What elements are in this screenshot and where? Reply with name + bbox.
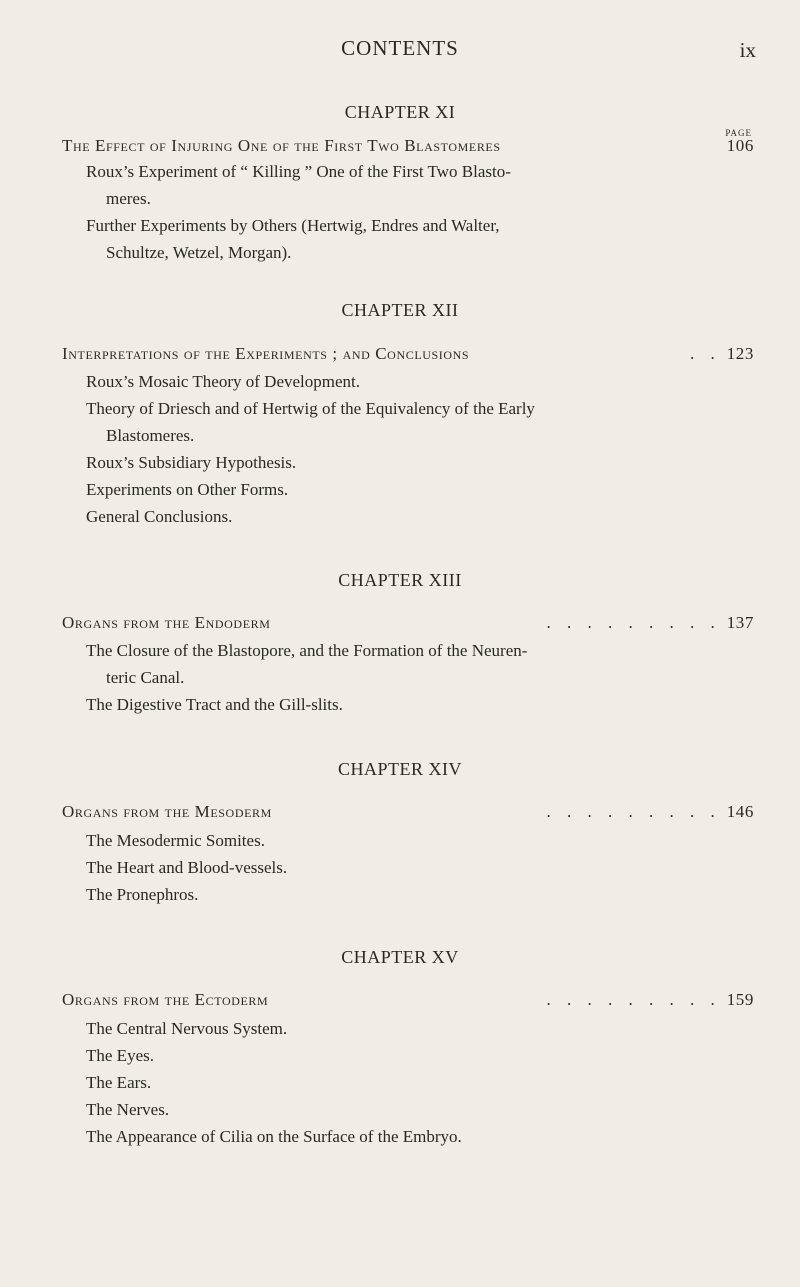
- section-entry: Experiments on Other Forms.: [86, 480, 289, 499]
- chapter-title-entry: [62, 344, 754, 364]
- section-entry-continuation: Blastomeres.: [106, 426, 195, 445]
- section-entry: Roux’s Subsidiary Hypothesis.: [86, 453, 297, 472]
- chapter-title-entry: [62, 136, 754, 156]
- chapter-heading: CHAPTER XV: [341, 947, 459, 967]
- section-entry: The Appearance of Cilia on the Surface of the Embryo.: [86, 1127, 462, 1146]
- section-entry: Roux’s Mosaic Theory of Development.: [86, 372, 361, 391]
- chapter-page-number: 106: [726, 136, 754, 155]
- chapter-title-entry: [62, 990, 754, 1010]
- section-entry: Theory of Driesch and of Hertwig of the Equivalency of the Early: [86, 399, 535, 418]
- section-entry-continuation: Schultze, Wetzel, Morgan).: [106, 243, 292, 262]
- page-column-label: PAGE: [725, 128, 752, 138]
- section-entry: The Ears.: [86, 1073, 152, 1092]
- section-entry: The Nerves.: [86, 1100, 170, 1119]
- chapter-title-entry: [62, 613, 754, 633]
- chapter-title: The Effect of Injuring One of the First Two Blastomeres: [62, 136, 501, 155]
- dot-leader: . . . . . . . . .: [546, 990, 721, 1009]
- chapter-title-entry: [62, 802, 754, 822]
- chapter-heading: CHAPTER XIII: [338, 570, 462, 590]
- section-entry: The Mesodermic Somites.: [86, 831, 265, 850]
- chapter-title: Organs from the Ectoderm: [62, 990, 269, 1009]
- chapter-page-number: 159: [726, 990, 754, 1009]
- chapter-heading: CHAPTER XIV: [337, 759, 462, 779]
- chapter-title: Organs from the Mesoderm: [62, 802, 272, 821]
- section-entry: The Heart and Blood-vessels.: [86, 858, 288, 877]
- chapter-heading: CHAPTER XII: [341, 300, 459, 320]
- dot-leader: . . . . . . . . .: [546, 613, 721, 632]
- section-entry: The Pronephros.: [86, 885, 199, 904]
- dot-leader: . . . . . . . . .: [546, 802, 721, 821]
- section-entry: General Conclusions.: [86, 507, 233, 526]
- section-entry: The Closure of the Blastopore, and the Formation of the Neuren-: [86, 641, 528, 660]
- section-entry-continuation: teric Canal.: [106, 668, 185, 687]
- chapter-page-number: 123: [726, 344, 754, 363]
- section-entry: Further Experiments by Others (Hertwig, Endres and Walter,: [86, 216, 500, 235]
- section-entry: The Digestive Tract and the Gill-slits.: [86, 695, 343, 714]
- section-entry: Roux’s Experiment of “ Killing ” One of the First Two Blasto-: [86, 162, 511, 181]
- dot-leader: . .: [689, 344, 721, 363]
- running-head: CONTENTS: [341, 36, 459, 60]
- page-number: ix: [739, 38, 756, 62]
- chapter-page-number: 146: [726, 802, 754, 821]
- chapter-title: Organs from the Endoderm: [62, 613, 271, 632]
- section-entry: The Central Nervous System.: [86, 1019, 288, 1038]
- section-entry: The Eyes.: [86, 1046, 154, 1065]
- chapter-heading: CHAPTER XI: [344, 102, 456, 122]
- chapter-title: Interpretations of the Experiments ; and Conclusions: [62, 344, 470, 363]
- chapter-page-number: 137: [726, 613, 754, 632]
- section-entry-continuation: meres.: [106, 189, 151, 208]
